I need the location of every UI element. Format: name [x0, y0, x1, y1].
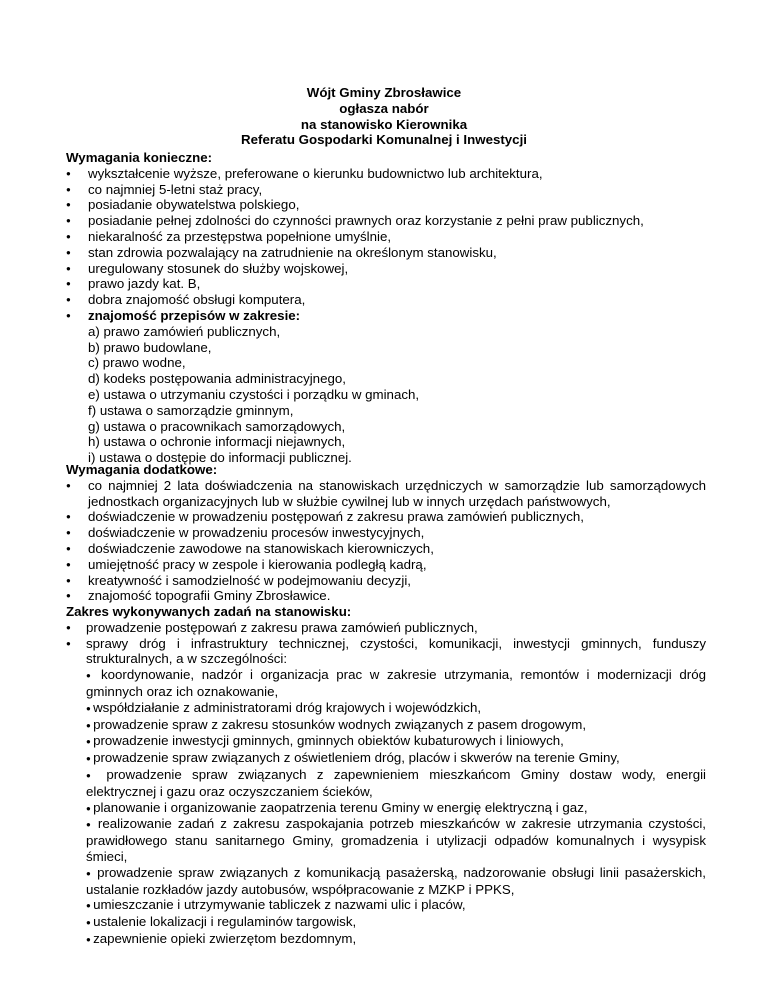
law-item: i) ustawa o dostępie do informacji publicznej.: [88, 450, 352, 466]
law-list: [66, 324, 706, 466]
bullet-icon: [86, 767, 106, 782]
list-item: ● niekaralność za przestępstwa popełnione umyślnie,: [66, 229, 706, 245]
list-item: ● co najmniej 2 lata doświadczenia na stanowiskach urzędniczych w samorządzie lub samorządowych jednostkach organizacyjnych lub w służbie cywilnej lub w innych urzędach państwowych,: [66, 478, 706, 510]
title-line-3: na stanowisko Kierownika: [300, 116, 468, 132]
law-knowledge-heading: ● znajomość przepisów w zakresie:: [66, 308, 706, 324]
task-subitem: ● umieszczanie i utrzymywanie tabliczek z nazwami ulic i placów,: [86, 897, 706, 914]
bullet-icon: [86, 667, 101, 682]
bullet-icon: [86, 816, 98, 831]
law-item: c) prawo wodne,: [88, 355, 186, 371]
bullet-icon: [86, 700, 93, 715]
list-item: ● umiejętność pracy w zespole i kierowania podległą kadrą,: [66, 557, 706, 573]
list-item: ● dobra znajomość obsługi komputera,: [66, 292, 706, 308]
list-item: ● uregulowany stosunek do służby wojskowej,: [66, 261, 706, 277]
law-item: b) prawo budowlane,: [88, 339, 212, 355]
task-subitem: ● prowadzenie inwestycji gminnych, gminnych obiektów kubaturowych i liniowych,: [86, 733, 706, 750]
list-item: ● prawo jazdy kat. B,: [66, 276, 706, 292]
list-item: ● prowadzenie postępowań z zakresu prawa zamówień publicznych,: [66, 620, 706, 636]
law-item: f) ustawa o samorządzie gminnym,: [88, 402, 294, 418]
tasks-section: [66, 604, 706, 948]
bullet-icon: [86, 750, 93, 765]
bullet-icon: [86, 914, 93, 929]
task-subitem: ● prowadzenie spraw z zakresu stosunków wodnych związanych z pasem drogowym,: [86, 717, 706, 734]
list-item: ● posiadanie obywatelstwa polskiego,: [66, 197, 706, 213]
tasks-heading: Zakres wykonywanych zadań na stanowisku:: [66, 604, 352, 619]
task-subitem: ● współdziałanie z administratorami dróg krajowych i wojewódzkich,: [86, 700, 706, 717]
list-item: ● stan zdrowia pozwalający na zatrudnienie na określonym stanowisku,: [66, 245, 706, 261]
task-subitem: ● zapewnienie opieki zwierzętom bezdomnym,: [86, 931, 706, 948]
additional-heading: Wymagania dodatkowe:: [66, 462, 218, 477]
task-subitem: ● realizowanie zadań z zakresu zaspokajania potrzeb mieszkańców w zakresie utrzymania czystości, prawidłowego stanu sanitarnego Gminy, gromadzenia i utylizacji odpadów komunalnych i wysypisk śmieci,: [86, 816, 706, 864]
additional-section: [66, 462, 706, 604]
title-line-4: Referatu Gospodarki Komunalnej i Inwestycji: [241, 132, 527, 148]
law-item: d) kodeks postępowania administracyjnego,: [88, 371, 346, 387]
law-item: g) ustawa o pracownikach samorządowych,: [88, 418, 346, 434]
law-item: h) ustawa o ochronie informacji niejawnych,: [88, 434, 346, 450]
title-line-2: ogłasza nabór: [339, 100, 429, 116]
bullet-icon: [86, 865, 97, 880]
list-item: ● wykształcenie wyższe, preferowane o kierunku budownictwo lub architektura,: [66, 166, 706, 182]
law-item: e) ustawa o utrzymaniu czystości i porządku w gminach,: [88, 386, 420, 402]
list-item: ● doświadczenie w prowadzeniu postępowań z zakresu prawa zamówień publicznych,: [66, 509, 706, 525]
task-subitem: ● prowadzenie spraw związanych z oświetleniem dróg, placów i skwerów na terenie Gminy,: [86, 750, 706, 767]
required-section: [66, 150, 706, 466]
list-item: ● kreatywność i samodzielność w podejmowaniu decyzji,: [66, 573, 706, 589]
task-subitem: ● prowadzenie spraw związanych z zapewnieniem mieszkańcom Gminy dostaw wody, energii elektrycznej i gazu oraz oczyszczaniem ścieków,: [86, 767, 706, 800]
title-line-1: Wójt Gminy Zbrosławice: [306, 85, 462, 100]
bullet-icon: [86, 733, 93, 748]
required-heading: Wymagania konieczne:: [66, 150, 213, 165]
bullet-icon: [86, 897, 93, 912]
announcement-title: [0, 85, 768, 148]
bullet-icon: [86, 931, 93, 946]
task-sublist: [66, 667, 706, 948]
list-item: ● doświadczenie w prowadzeniu procesów inwestycyjnych,: [66, 525, 706, 541]
list-item: ● doświadczenie zawodowe na stanowiskach kierowniczych,: [66, 541, 706, 557]
list-item: ● znajomość topografii Gminy Zbrosławice.: [66, 588, 706, 604]
law-item: a) prawo zamówień publicznych,: [88, 323, 281, 339]
task-subitem: ● planowanie i organizowanie zaopatrzenia terenu Gminy w energię elektryczną i gaz,: [86, 800, 706, 817]
bullet-icon: [86, 717, 93, 732]
bullet-icon: [86, 800, 93, 815]
list-item: ● posiadanie pełnej zdolności do czynności prawnych oraz korzystanie z pełni praw publicznych,: [66, 213, 706, 229]
task-subitem: ● prowadzenie spraw związanych z komunikacją pasażerską, nadzorowanie obsługi linii pasażerskich, ustalanie rozkładów jazdy autobusów, współpracowanie z MZKP i PPKS,: [86, 865, 706, 898]
task-subitem: ● koordynowanie, nadzór i organizacja prac w zakresie utrzymania, remontów i modernizacji dróg gminnych oraz ich oznakowanie,: [86, 667, 706, 700]
task-subitem: ● ustalenie lokalizacji i regulaminów targowisk,: [86, 914, 706, 931]
list-item: ● co najmniej 5-letni staż pracy,: [66, 182, 706, 198]
list-item: ● sprawy dróg i infrastruktury technicznej, czystości, komunikacji, inwestycji gminnych, funduszy strukturalnych, a w szczególności:: [66, 636, 706, 668]
